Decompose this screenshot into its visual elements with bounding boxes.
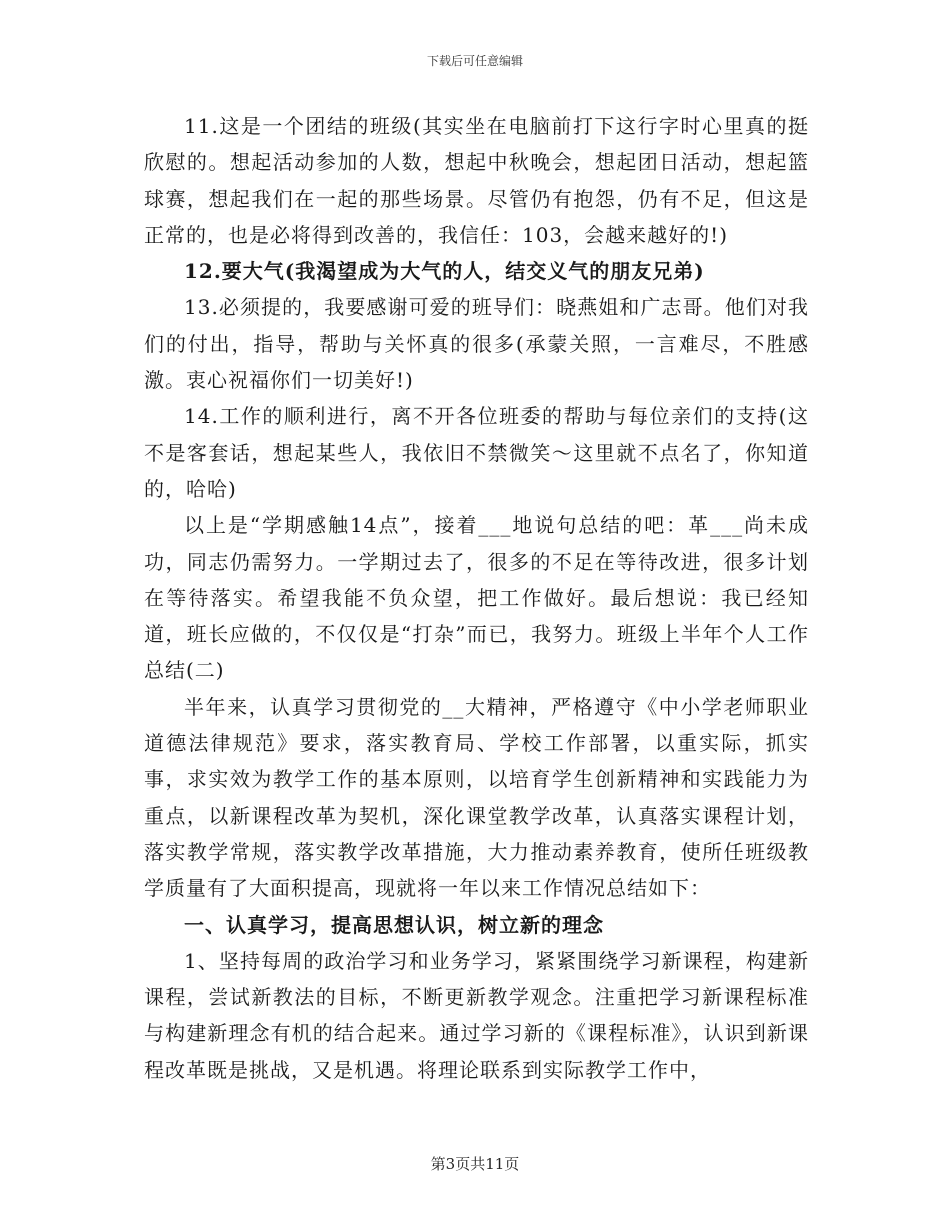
page-footer: 第3页共11页 xyxy=(430,1155,520,1173)
document-body xyxy=(144,108,809,1088)
paragraph-point-1: 1、坚持每周的政治学习和业务学习，紧紧围绕学习新课程，构建新课程，尝试新教法的目标，不断更新教学观念。注重把学习新课程标准与构建新理念有机的结合起来。通过学习新的《课程标准》，认识到新课程改革既是挑战，又是机遇。将理论联系到实际教学工作中， xyxy=(144,948,809,1082)
page-header: 下载后可任意编辑 xyxy=(426,54,523,68)
paragraph-item-11: 11.这是一个团结的班级(其实坐在电脑前打下这行字时心里真的挺欣慰的。想起活动参加的人数，想起中秋晚会，想起团日活动，想起篮球赛，想起我们在一起的那些场景。尽管仍有抱怨，仍有不足，但这是正常的，也是必将得到改善的，我信任：103，会越来越好的!) xyxy=(144,114,809,247)
paragraph-summary: 以上是“学期感触14点”，接着___地说句总结的吧：革___尚未成功，同志仍需努力。一学期过去了，很多的不足在等待改进，很多计划在等待落实。希望我能不负众望，把工作做好。最后想说：我已经知道，班长应做的，不仅仅是“打杂”而已，我努力。班级上半年个人工作总结(二) xyxy=(144,513,809,683)
section-heading-1: 一、认真学习，提高思想认识，树立新的理念 xyxy=(184,912,604,937)
paragraph-item-14: 14.工作的顺利进行，离不开各位班委的帮助与每位亲们的支持(这不是客套话，想起某些人，我依旧不禁微笑～这里就不点名了，你知道的，哈哈) xyxy=(144,404,809,501)
paragraph-item-13: 13.必须提的，我要感谢可爱的班导们：晓燕姐和广志哥。他们对我们的付出，指导，帮助与关怀真的很多(承蒙关照，一言难尽，不胜感激。衷心祝福你们一切美好!) xyxy=(144,295,809,393)
paragraph-intro: 半年来，认真学习贯彻党的__大精神，严格遵守《中小学老师职业道德法律规范》要求，落实教育局、学校工作部署，以重实际，抓实事，求实效为教学工作的基本原则，以培育学生创新精神和实践能力为重点，以新课程改革为契机，深化课堂教学改革，认真落实课程计划，落实教学常规，落实教学改革措施，大力推动素养教育，使所任班级教学质量有了大面积提高，现就将一年以来工作情况总结如下： xyxy=(144,694,809,901)
paragraph-item-12-heading: 12.要大气(我渴望成为大气的人，结交义气的朋友兄弟) xyxy=(184,259,705,284)
